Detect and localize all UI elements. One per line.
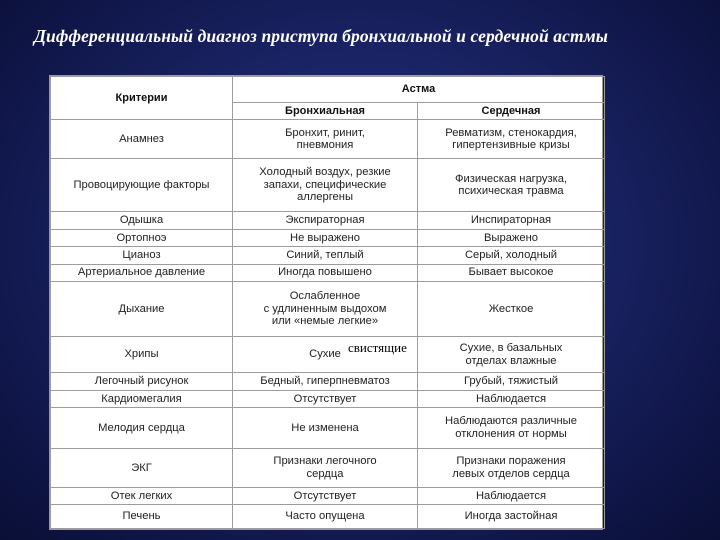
cell-criterion: Артериальное давление xyxy=(51,264,233,281)
cell-criterion: Кардиомегалия xyxy=(51,390,233,407)
cell-criterion: Дыхание xyxy=(51,281,233,336)
cell-criterion: Одышка xyxy=(51,212,233,229)
table-row xyxy=(51,158,605,211)
cell-bronchial: Часто опущена xyxy=(233,505,418,529)
cell-cardiac: Физическая нагрузка, психическая травма xyxy=(418,158,605,211)
table-row xyxy=(51,229,605,246)
cell-cardiac: Бывает высокое xyxy=(418,264,605,281)
cell-cardiac: Иногда застойная xyxy=(418,505,605,529)
diagnosis-table-container xyxy=(49,75,603,530)
slide-title: Дифференциальный диагноз приступа бронхиальной и сердечной астмы xyxy=(34,26,609,46)
cell-cardiac: Инспираторная xyxy=(418,212,605,229)
cell-cardiac: Наблюдается xyxy=(418,487,605,504)
cell-cardiac: Сухие, в базальных отделах влажные xyxy=(418,337,605,373)
table-row xyxy=(51,337,605,373)
table-row xyxy=(51,120,605,159)
cell-bronchial: Бедный, гиперпневматоз xyxy=(233,373,418,390)
cell-bronchial: Бронхит, ринит, пневмония xyxy=(233,120,418,159)
cell-cardiac: Ревматизм, стенокардия, гипертензивные кризы xyxy=(418,120,605,159)
table-row xyxy=(51,505,605,529)
cell-bronchial: Синий, теплый xyxy=(233,247,418,264)
table-row xyxy=(51,408,605,449)
table-row xyxy=(51,448,605,487)
cell-cardiac: Грубый, тяжистый xyxy=(418,373,605,390)
cell-bronchial: Иногда повышено xyxy=(233,264,418,281)
table-row xyxy=(51,487,605,504)
cell-criterion: Ортопноэ xyxy=(51,229,233,246)
cell-criterion: Мелодия сердца xyxy=(51,408,233,449)
cell-bronchial: Не изменена xyxy=(233,408,418,449)
cell-criterion: ЭКГ xyxy=(51,448,233,487)
header-asthma: Астма xyxy=(233,77,605,103)
diagnosis-table xyxy=(50,76,605,529)
cell-bronchial: Признаки легочного сердца xyxy=(233,448,418,487)
table-row xyxy=(51,212,605,229)
cell-bronchial: Отсутствует xyxy=(233,390,418,407)
overlay-annotation: свистящие xyxy=(348,340,407,355)
header-criteria: Критерии xyxy=(51,77,233,120)
cell-cardiac: Жесткое xyxy=(418,281,605,336)
header-cardiac: Сердечная xyxy=(418,102,605,119)
cell-cardiac: Наблюдаются различные отклонения от нормы xyxy=(418,408,605,449)
cell-criterion: Цианоз xyxy=(51,247,233,264)
cell-bronchial: Сухие xyxy=(233,337,418,373)
table-row xyxy=(51,390,605,407)
cell-criterion: Печень xyxy=(51,505,233,529)
cell-criterion: Отек легких xyxy=(51,487,233,504)
cell-cardiac: Признаки поражения левых отделов сердца xyxy=(418,448,605,487)
cell-criterion: Легочный рисунок xyxy=(51,373,233,390)
cell-bronchial: Не выражено xyxy=(233,229,418,246)
cell-bronchial: Экспираторная xyxy=(233,212,418,229)
cell-cardiac: Серый, холодный xyxy=(418,247,605,264)
cell-criterion: Хрипы xyxy=(51,337,233,373)
cell-criterion: Анамнез xyxy=(51,120,233,159)
cell-cardiac: Наблюдается xyxy=(418,390,605,407)
cell-bronchial: Холодный воздух, резкие запахи, специфические аллергены xyxy=(233,158,418,211)
table-row xyxy=(51,373,605,390)
cell-bronchial: Отсутствует xyxy=(233,487,418,504)
header-bronchial: Бронхиальная xyxy=(233,102,418,119)
table-row xyxy=(51,247,605,264)
table-row xyxy=(51,281,605,336)
cell-cardiac: Выражено xyxy=(418,229,605,246)
cell-criterion: Провоцирующие факторы xyxy=(51,158,233,211)
cell-bronchial: Ослабленное с удлиненным выдохом или «немые легкие» xyxy=(233,281,418,336)
table-row xyxy=(51,264,605,281)
